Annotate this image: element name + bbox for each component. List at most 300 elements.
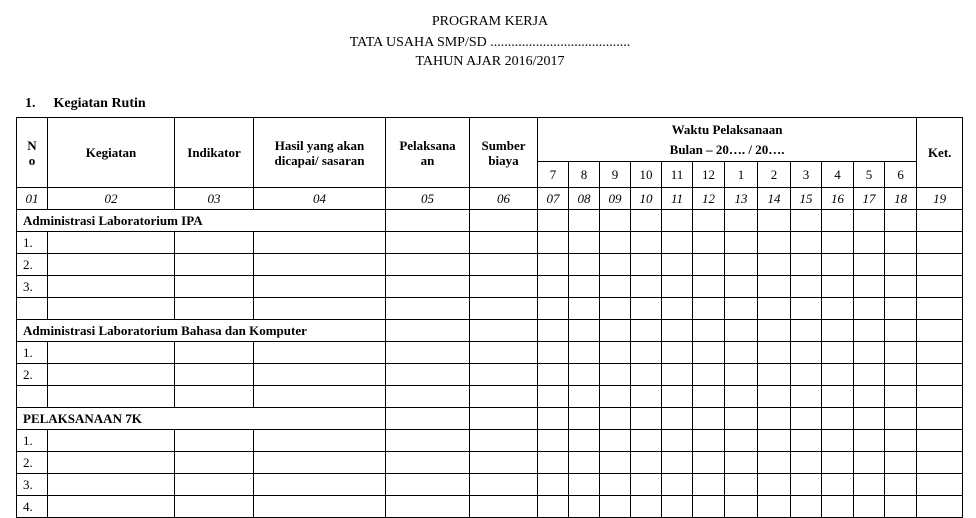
empty-cell — [885, 474, 917, 496]
empty-cell — [569, 254, 600, 276]
empty-cell — [854, 386, 885, 408]
empty-cell — [175, 364, 254, 386]
empty-cell — [386, 386, 470, 408]
table-row — [17, 364, 963, 386]
column-code: 17 — [854, 188, 885, 210]
empty-cell — [631, 474, 662, 496]
empty-cell — [791, 364, 822, 386]
empty-cell — [917, 408, 963, 430]
empty-cell — [631, 386, 662, 408]
group-title: Administrasi Laboratorium IPA — [17, 210, 386, 232]
empty-cell — [917, 276, 963, 298]
row-number: 3. — [17, 276, 48, 298]
empty-cell — [48, 342, 175, 364]
empty-cell — [48, 452, 175, 474]
empty-cell — [791, 496, 822, 518]
work-program-table — [16, 117, 963, 518]
empty-cell — [569, 298, 600, 320]
column-code: 05 — [386, 188, 470, 210]
empty-cell — [538, 210, 569, 232]
table-row — [17, 474, 963, 496]
empty-cell — [885, 430, 917, 452]
empty-cell — [175, 386, 254, 408]
empty-cell — [662, 430, 693, 452]
empty-cell — [538, 496, 569, 518]
header-hasil: Hasil yang akan dicapai/ sasaran — [254, 118, 386, 188]
empty-cell — [917, 254, 963, 276]
empty-cell — [386, 474, 470, 496]
empty-cell — [662, 408, 693, 430]
empty-cell — [917, 496, 963, 518]
empty-cell — [822, 210, 854, 232]
empty-cell — [254, 276, 386, 298]
month-header: 9 — [600, 162, 631, 188]
column-code: 03 — [175, 188, 254, 210]
empty-cell — [600, 342, 631, 364]
table-row — [17, 254, 963, 276]
empty-cell — [569, 320, 600, 342]
table-row — [17, 496, 963, 518]
empty-cell — [885, 342, 917, 364]
empty-cell — [917, 452, 963, 474]
empty-cell — [569, 364, 600, 386]
empty-cell — [725, 276, 758, 298]
empty-cell — [631, 276, 662, 298]
empty-cell — [538, 408, 569, 430]
empty-cell — [470, 430, 538, 452]
empty-cell — [470, 276, 538, 298]
empty-cell — [822, 430, 854, 452]
month-header: 4 — [822, 162, 854, 188]
document-subtitle: TATA USAHA SMP/SD ........................................ — [349, 35, 631, 50]
empty-cell — [885, 386, 917, 408]
header-sumber: Sumber biaya — [470, 118, 538, 188]
column-code: 15 — [791, 188, 822, 210]
header-kegiatan: Kegiatan — [48, 118, 175, 188]
empty-cell — [538, 254, 569, 276]
empty-cell — [48, 496, 175, 518]
empty-cell — [854, 276, 885, 298]
empty-cell — [254, 452, 386, 474]
month-header: 7 — [538, 162, 569, 188]
empty-cell — [662, 210, 693, 232]
empty-cell — [538, 386, 569, 408]
empty-cell — [569, 430, 600, 452]
empty-cell — [693, 210, 725, 232]
empty-cell — [470, 452, 538, 474]
empty-cell — [538, 276, 569, 298]
empty-cell — [386, 210, 470, 232]
column-code: 07 — [538, 188, 569, 210]
empty-cell — [600, 452, 631, 474]
empty-cell — [693, 408, 725, 430]
month-header: 10 — [631, 162, 662, 188]
empty-cell — [822, 408, 854, 430]
empty-cell — [631, 210, 662, 232]
empty-cell — [470, 320, 538, 342]
header-ket: Ket. — [917, 118, 963, 188]
empty-cell — [569, 276, 600, 298]
column-code: 06 — [470, 188, 538, 210]
empty-cell — [693, 298, 725, 320]
empty-cell — [254, 496, 386, 518]
empty-cell — [600, 474, 631, 496]
empty-cell — [254, 430, 386, 452]
header-no-label: N o — [27, 137, 37, 168]
empty-cell — [725, 254, 758, 276]
empty-cell — [917, 342, 963, 364]
empty-cell — [725, 364, 758, 386]
empty-cell — [693, 254, 725, 276]
empty-cell — [600, 210, 631, 232]
empty-cell — [662, 276, 693, 298]
empty-cell — [758, 430, 791, 452]
empty-cell — [470, 474, 538, 496]
empty-cell — [758, 408, 791, 430]
empty-cell — [854, 232, 885, 254]
column-code: 08 — [569, 188, 600, 210]
empty-cell — [725, 298, 758, 320]
empty-cell — [854, 320, 885, 342]
empty-cell — [917, 364, 963, 386]
empty-cell — [631, 408, 662, 430]
empty-cell — [631, 364, 662, 386]
empty-cell — [470, 364, 538, 386]
column-code: 12 — [693, 188, 725, 210]
empty-cell — [175, 430, 254, 452]
empty-cell — [662, 496, 693, 518]
header-waktu-sub: Bulan – 20…. / 20…. — [669, 141, 785, 157]
empty-cell — [631, 430, 662, 452]
empty-cell — [386, 232, 470, 254]
empty-cell — [791, 342, 822, 364]
empty-cell — [538, 298, 569, 320]
header-pelaksana: Pelaksana an — [386, 118, 470, 188]
empty-cell — [175, 254, 254, 276]
empty-cell — [917, 232, 963, 254]
empty-cell — [48, 430, 175, 452]
empty-cell — [693, 386, 725, 408]
header-no — [17, 118, 48, 188]
empty-cell — [631, 254, 662, 276]
month-header: 6 — [885, 162, 917, 188]
empty-cell — [538, 452, 569, 474]
empty-cell — [854, 496, 885, 518]
empty-cell — [254, 232, 386, 254]
empty-cell — [631, 342, 662, 364]
empty-cell — [791, 408, 822, 430]
empty-cell — [791, 474, 822, 496]
header-waktu-title: Waktu Pelaksanaan — [671, 121, 783, 137]
empty-cell — [600, 232, 631, 254]
row-number: 2. — [17, 254, 48, 276]
empty-cell — [758, 386, 791, 408]
empty-cell — [600, 408, 631, 430]
empty-cell — [600, 364, 631, 386]
empty-cell — [758, 364, 791, 386]
empty-cell — [254, 386, 386, 408]
group-row — [17, 408, 963, 430]
empty-cell — [917, 474, 963, 496]
empty-cell — [538, 430, 569, 452]
section-number: 1. — [25, 96, 36, 111]
empty-cell — [822, 298, 854, 320]
empty-cell — [175, 496, 254, 518]
column-code: 02 — [48, 188, 175, 210]
empty-cell — [662, 452, 693, 474]
column-code: 13 — [725, 188, 758, 210]
empty-cell — [470, 210, 538, 232]
empty-cell — [725, 474, 758, 496]
empty-cell — [569, 496, 600, 518]
group-row — [17, 210, 963, 232]
empty-cell — [885, 452, 917, 474]
empty-cell — [386, 342, 470, 364]
empty-cell — [569, 232, 600, 254]
column-code: 16 — [822, 188, 854, 210]
empty-cell — [386, 298, 470, 320]
empty-cell — [48, 298, 175, 320]
empty-cell — [693, 474, 725, 496]
column-code: 18 — [885, 188, 917, 210]
empty-cell — [386, 430, 470, 452]
month-header: 2 — [758, 162, 791, 188]
section-title: Kegiatan Rutin — [53, 96, 146, 111]
empty-cell — [854, 408, 885, 430]
empty-cell — [854, 342, 885, 364]
empty-cell — [569, 452, 600, 474]
empty-cell — [254, 342, 386, 364]
empty-cell — [662, 386, 693, 408]
empty-cell — [175, 298, 254, 320]
empty-cell — [758, 474, 791, 496]
empty-cell — [48, 386, 175, 408]
empty-cell — [885, 496, 917, 518]
row-number — [17, 298, 48, 320]
empty-cell — [386, 408, 470, 430]
empty-cell — [693, 430, 725, 452]
empty-cell — [791, 298, 822, 320]
empty-cell — [175, 276, 254, 298]
empty-cell — [791, 386, 822, 408]
empty-cell — [631, 320, 662, 342]
empty-cell — [538, 474, 569, 496]
empty-cell — [175, 474, 254, 496]
empty-cell — [175, 232, 254, 254]
empty-cell — [470, 232, 538, 254]
empty-cell — [822, 320, 854, 342]
table-row — [17, 386, 963, 408]
table-row — [17, 276, 963, 298]
row-number: 1. — [17, 342, 48, 364]
empty-cell — [470, 386, 538, 408]
empty-cell — [569, 474, 600, 496]
month-header: 12 — [693, 162, 725, 188]
empty-cell — [725, 342, 758, 364]
empty-cell — [758, 320, 791, 342]
empty-cell — [662, 474, 693, 496]
empty-cell — [175, 342, 254, 364]
empty-cell — [386, 364, 470, 386]
empty-cell — [917, 386, 963, 408]
table-row — [17, 232, 963, 254]
empty-cell — [470, 496, 538, 518]
empty-cell — [791, 452, 822, 474]
empty-cell — [725, 386, 758, 408]
empty-cell — [662, 364, 693, 386]
empty-cell — [386, 254, 470, 276]
empty-cell — [725, 320, 758, 342]
row-number: 2. — [17, 364, 48, 386]
column-code: 11 — [662, 188, 693, 210]
empty-cell — [470, 342, 538, 364]
empty-cell — [662, 232, 693, 254]
column-code: 01 — [17, 188, 48, 210]
empty-cell — [758, 254, 791, 276]
empty-cell — [725, 452, 758, 474]
empty-cell — [822, 496, 854, 518]
empty-cell — [693, 276, 725, 298]
empty-cell — [885, 408, 917, 430]
row-number — [17, 386, 48, 408]
empty-cell — [569, 408, 600, 430]
empty-cell — [600, 298, 631, 320]
empty-cell — [693, 452, 725, 474]
empty-cell — [725, 210, 758, 232]
empty-cell — [885, 320, 917, 342]
empty-cell — [885, 364, 917, 386]
empty-cell — [791, 232, 822, 254]
empty-cell — [917, 210, 963, 232]
empty-cell — [854, 254, 885, 276]
month-header: 5 — [854, 162, 885, 188]
empty-cell — [48, 232, 175, 254]
empty-cell — [569, 342, 600, 364]
empty-cell — [254, 364, 386, 386]
empty-cell — [693, 320, 725, 342]
empty-cell — [569, 210, 600, 232]
empty-cell — [791, 430, 822, 452]
empty-cell — [175, 452, 254, 474]
empty-cell — [600, 320, 631, 342]
empty-cell — [885, 210, 917, 232]
empty-cell — [693, 342, 725, 364]
empty-cell — [538, 232, 569, 254]
empty-cell — [885, 276, 917, 298]
empty-cell — [725, 430, 758, 452]
empty-cell — [854, 452, 885, 474]
empty-cell — [822, 386, 854, 408]
empty-cell — [822, 232, 854, 254]
empty-cell — [822, 276, 854, 298]
empty-cell — [758, 210, 791, 232]
empty-cell — [917, 320, 963, 342]
header-waktu — [538, 118, 917, 162]
empty-cell — [48, 364, 175, 386]
empty-cell — [758, 452, 791, 474]
empty-cell — [822, 342, 854, 364]
empty-cell — [470, 408, 538, 430]
group-row — [17, 320, 963, 342]
empty-cell — [854, 210, 885, 232]
empty-cell — [885, 298, 917, 320]
empty-cell — [791, 210, 822, 232]
empty-cell — [254, 474, 386, 496]
empty-cell — [631, 298, 662, 320]
document-title: PROGRAM KERJA — [431, 14, 549, 29]
empty-cell — [600, 386, 631, 408]
table-row — [17, 298, 963, 320]
empty-cell — [600, 276, 631, 298]
empty-cell — [791, 254, 822, 276]
empty-cell — [693, 496, 725, 518]
empty-cell — [48, 474, 175, 496]
table-row — [17, 342, 963, 364]
column-code: 09 — [600, 188, 631, 210]
month-header: 11 — [662, 162, 693, 188]
month-header: 3 — [791, 162, 822, 188]
empty-cell — [600, 254, 631, 276]
group-title: PELAKSANAAN 7K — [17, 408, 386, 430]
empty-cell — [854, 364, 885, 386]
section-heading — [25, 96, 146, 112]
empty-cell — [917, 298, 963, 320]
empty-cell — [758, 232, 791, 254]
empty-cell — [854, 298, 885, 320]
row-number: 2. — [17, 452, 48, 474]
empty-cell — [822, 254, 854, 276]
column-code: 19 — [917, 188, 963, 210]
empty-cell — [791, 276, 822, 298]
empty-cell — [386, 276, 470, 298]
empty-cell — [854, 430, 885, 452]
month-header: 8 — [569, 162, 600, 188]
empty-cell — [538, 320, 569, 342]
school-year: TAHUN AJAR 2016/2017 — [415, 54, 565, 69]
empty-cell — [693, 232, 725, 254]
empty-cell — [538, 342, 569, 364]
empty-cell — [854, 474, 885, 496]
empty-cell — [470, 254, 538, 276]
empty-cell — [600, 496, 631, 518]
empty-cell — [693, 364, 725, 386]
table-row — [17, 452, 963, 474]
empty-cell — [569, 386, 600, 408]
month-header: 1 — [725, 162, 758, 188]
table-row — [17, 430, 963, 452]
row-number: 1. — [17, 232, 48, 254]
empty-cell — [662, 254, 693, 276]
empty-cell — [758, 342, 791, 364]
empty-cell — [386, 320, 470, 342]
empty-cell — [822, 474, 854, 496]
column-code: 14 — [758, 188, 791, 210]
group-title: Administrasi Laboratorium Bahasa dan Komputer — [17, 320, 386, 342]
empty-cell — [885, 232, 917, 254]
empty-cell — [470, 298, 538, 320]
empty-cell — [631, 496, 662, 518]
empty-cell — [822, 452, 854, 474]
empty-cell — [254, 298, 386, 320]
empty-cell — [386, 496, 470, 518]
empty-cell — [386, 452, 470, 474]
empty-cell — [725, 232, 758, 254]
empty-cell — [822, 364, 854, 386]
empty-cell — [662, 342, 693, 364]
empty-cell — [254, 254, 386, 276]
empty-cell — [758, 496, 791, 518]
empty-cell — [885, 254, 917, 276]
